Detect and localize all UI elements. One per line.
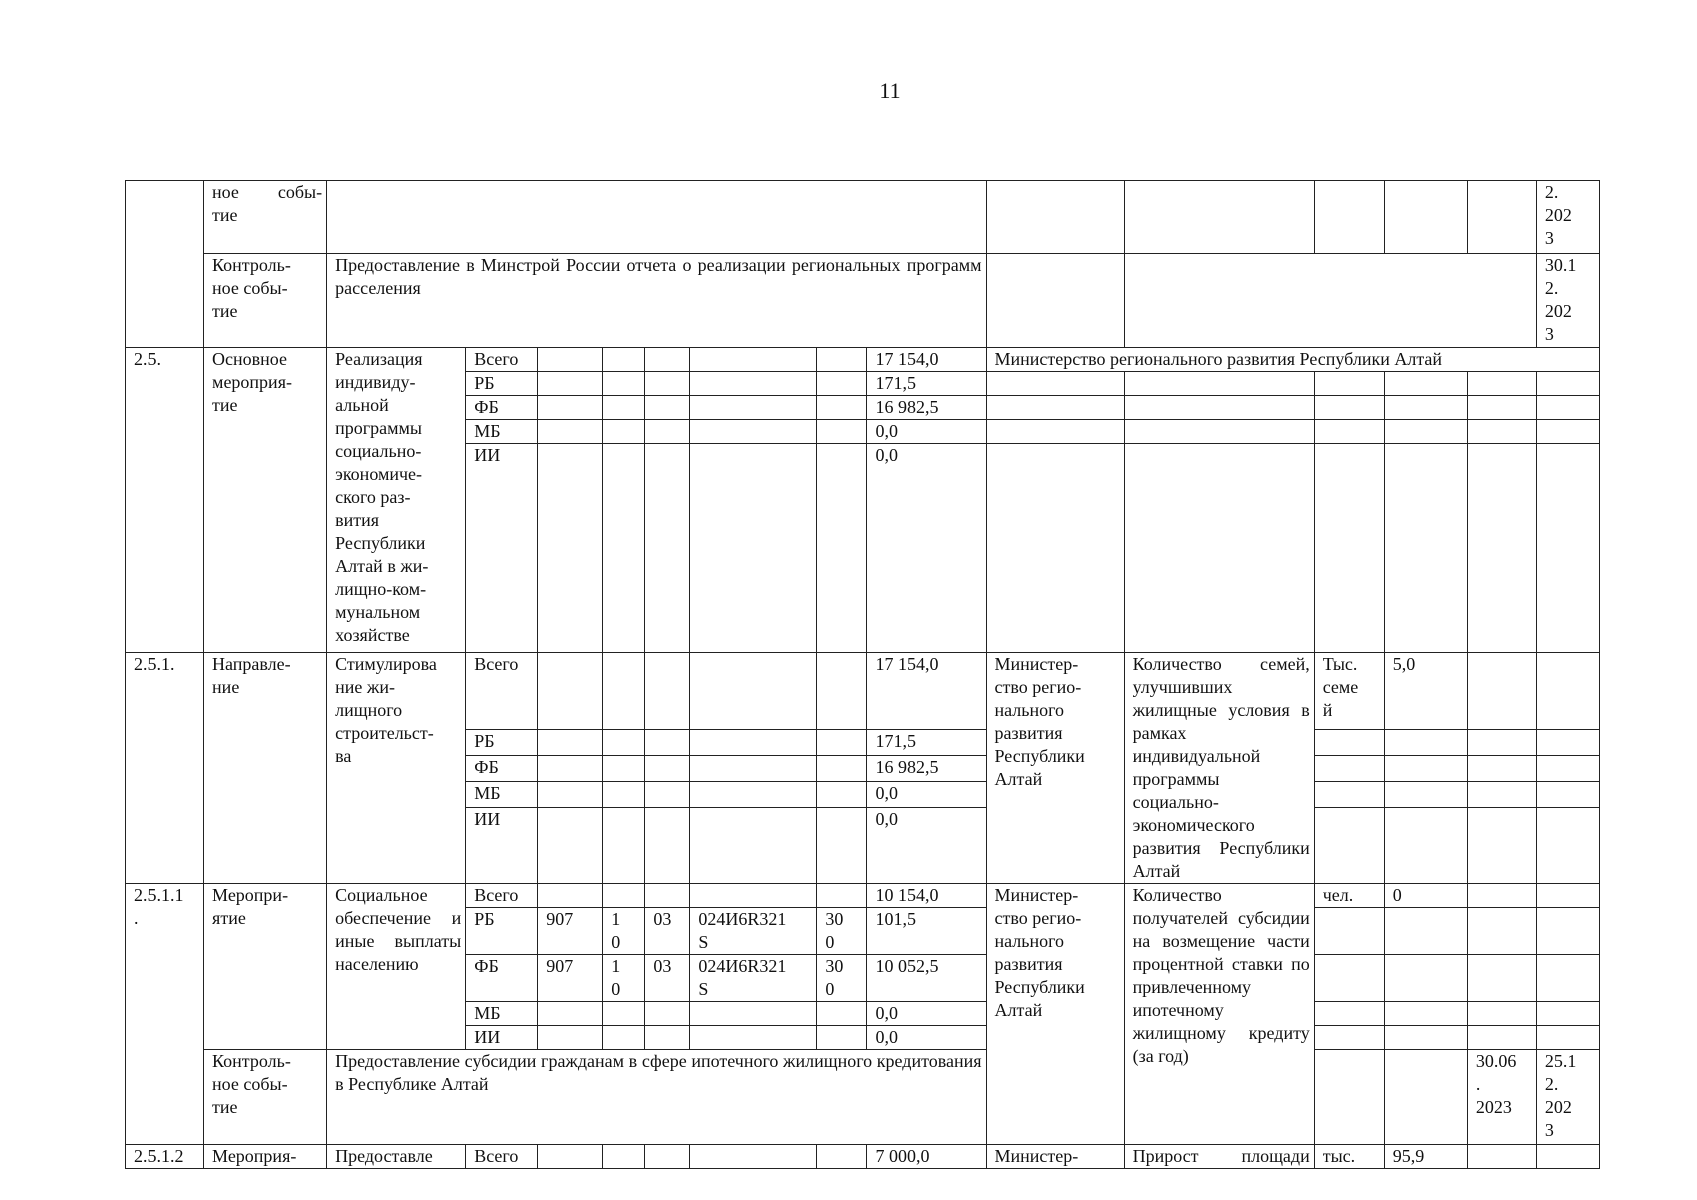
vr-code: 30 0	[817, 955, 867, 1002]
event-date-fact: 25.1 2. 202 3	[1536, 1050, 1599, 1145]
funding-source: ИИ	[466, 1026, 538, 1050]
funding-source: Всего	[466, 1145, 538, 1169]
funding-amount: 0,0	[867, 808, 986, 884]
pr-code: 03	[645, 908, 690, 955]
table-row	[126, 181, 1600, 254]
row-number: 2.5.	[126, 348, 204, 653]
rz-code	[603, 884, 645, 908]
table-row	[126, 884, 1600, 908]
program-plan-table	[125, 180, 1600, 1169]
funding-amount: 0,0	[867, 1026, 986, 1050]
event-type-label: Контроль- ное собы- тие	[204, 254, 327, 348]
indicator-name: Количество получателей субсидии на возмещение части процентной ставки по привлеченному ипотечному жилищному кредиту (за год)	[1124, 884, 1314, 1145]
rz-code: 1 0	[603, 908, 645, 955]
indicator-unit: тыс.	[1314, 1145, 1384, 1169]
csr-code	[690, 884, 817, 908]
row-name: Реализация индивиду- альной программы социально- экономиче- ского раз- вития Республики Алтай в жи- лищно-ком- мунальном хозяйстве	[327, 348, 466, 653]
row-number: 2.5.1.1 .	[126, 884, 204, 1145]
event-date-plan: 30.06 . 2023	[1467, 1050, 1536, 1145]
table-row	[126, 1050, 1600, 1145]
funding-amount: 0,0	[867, 420, 986, 444]
funding-amount: 171,5	[867, 372, 986, 396]
control-event-description: Предоставление субсидии гражданам в сфере ипотечного жилищного кредитования в Республике Алтай	[327, 1050, 986, 1145]
funding-source: РБ	[466, 729, 538, 755]
funding-source: МБ	[466, 782, 538, 808]
table-row	[126, 348, 1600, 372]
grbs-code: 907	[538, 955, 603, 1002]
row-type: Мероприя-	[204, 1145, 327, 1169]
indicator-value: 5,0	[1384, 653, 1467, 730]
page-number: 11	[879, 78, 901, 103]
table-row	[126, 1145, 1600, 1169]
funding-amount: 17 154,0	[867, 653, 986, 730]
indicator-value: 95,9	[1384, 1145, 1467, 1169]
funding-source: ФБ	[466, 755, 538, 781]
funding-amount: 10 154,0	[867, 884, 986, 908]
funding-amount: 101,5	[867, 908, 986, 955]
event-date: 30.1 2. 202 3	[1536, 254, 1599, 348]
indicator-unit: Тыс. семе й	[1314, 653, 1384, 730]
event-type-label: Контроль- ное собы- тие	[204, 1050, 327, 1145]
grbs-code	[538, 884, 603, 908]
funding-amount: 10 052,5	[867, 955, 986, 1002]
grbs-code: 907	[538, 908, 603, 955]
funding-source: Всего	[466, 884, 538, 908]
responsible-org: Министер-	[986, 1145, 1124, 1169]
row-name: Социальное обеспечение и иные выплаты населению	[327, 884, 466, 1050]
csr-code: 024И6R321 S	[690, 908, 817, 955]
row-number: 2.5.1.	[126, 653, 204, 884]
row-type: Направле- ние	[204, 653, 327, 884]
funding-source: РБ	[466, 372, 538, 396]
csr-code: 024И6R321 S	[690, 955, 817, 1002]
row-type: Меропри- ятие	[204, 884, 327, 1050]
funding-source: ИИ	[466, 808, 538, 884]
funding-source: Всего	[466, 653, 538, 730]
funding-source: Всего	[466, 348, 538, 372]
event-date: 2. 202 3	[1536, 181, 1599, 254]
funding-source: МБ	[466, 420, 538, 444]
table-row	[126, 254, 1600, 348]
indicator-name: Прирост площади	[1124, 1145, 1314, 1169]
funding-amount: 0,0	[867, 444, 986, 653]
row-number: 2.5.1.2	[126, 1145, 204, 1169]
funding-amount: 7 000,0	[867, 1145, 986, 1169]
funding-amount: 16 982,5	[867, 755, 986, 781]
funding-amount: 17 154,0	[867, 348, 986, 372]
row-type: Основное мероприя- тие	[204, 348, 327, 653]
event-type-label: ное собы- тие	[204, 181, 327, 254]
indicator-value: 0	[1384, 884, 1467, 908]
responsible-org: Министер- ство регио- нального развития Республики Алтай	[986, 884, 1124, 1145]
funding-source: ИИ	[466, 444, 538, 653]
funding-amount: 0,0	[867, 1002, 986, 1026]
indicator-name: Количество семей, улучшивших жилищные условия в рамках индивидуальной программы социально-экономического развития Республики Алтай	[1124, 653, 1314, 884]
responsible-org: Министерство регионального развития Республики Алтай	[986, 348, 1599, 372]
row-name: Предоставле	[327, 1145, 466, 1169]
responsible-org: Министер- ство регио- нального развития Республики Алтай	[986, 653, 1124, 884]
pr-code: 03	[645, 955, 690, 1002]
funding-amount: 16 982,5	[867, 396, 986, 420]
row-name: Стимулирова ние жи- лищного строительст- ва	[327, 653, 466, 884]
funding-source: МБ	[466, 1002, 538, 1026]
funding-source: ФБ	[466, 396, 538, 420]
funding-source: ФБ	[466, 955, 538, 1002]
funding-source: РБ	[466, 908, 538, 955]
indicator-unit: чел.	[1314, 884, 1384, 908]
funding-amount: 171,5	[867, 729, 986, 755]
pr-code	[645, 884, 690, 908]
vr-code	[817, 884, 867, 908]
control-event-description: Предоставление в Минстрой России отчета о реализации региональных программ расселения	[327, 254, 986, 348]
funding-amount: 0,0	[867, 782, 986, 808]
vr-code: 30 0	[817, 908, 867, 955]
rz-code: 1 0	[603, 955, 645, 1002]
table-row	[126, 653, 1600, 730]
